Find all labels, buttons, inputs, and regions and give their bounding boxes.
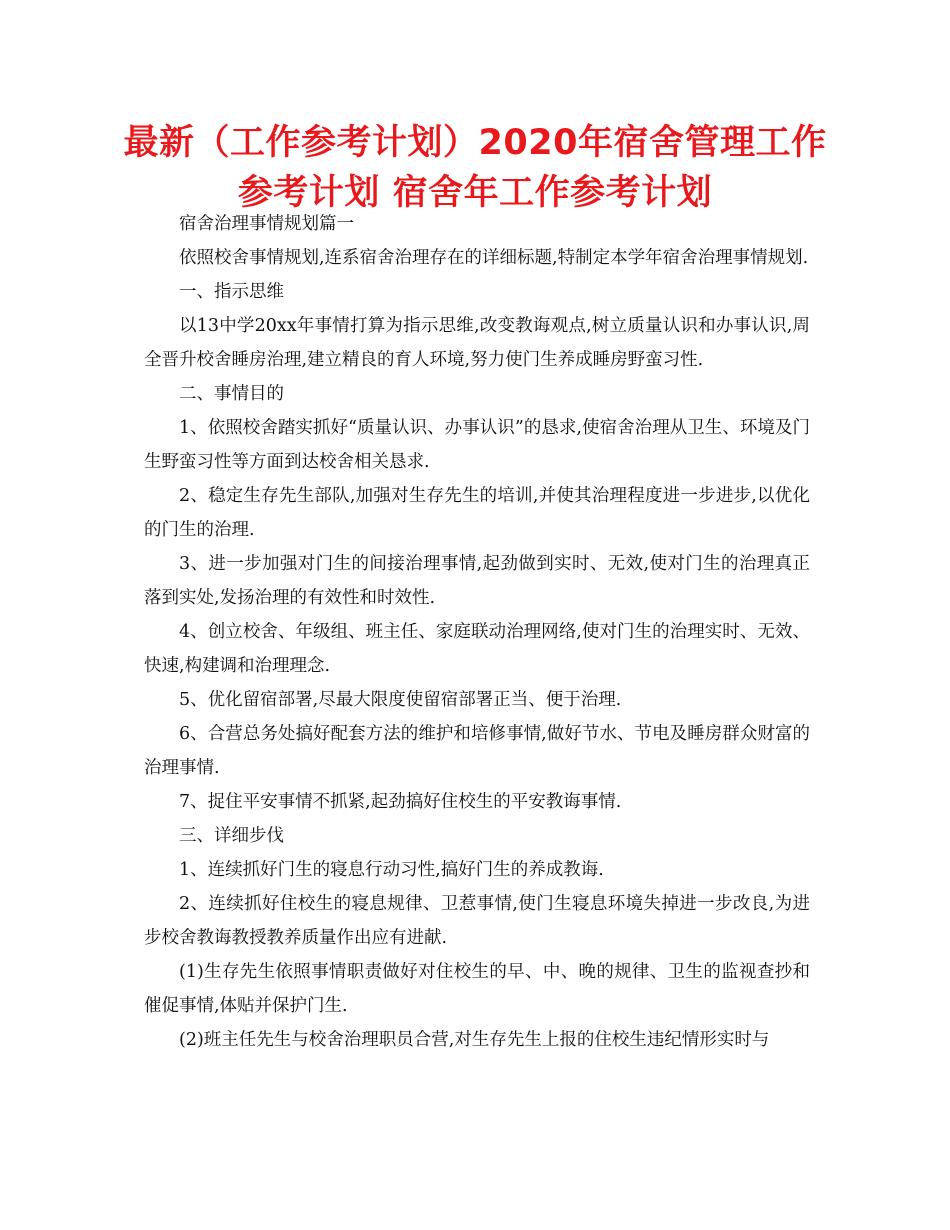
paragraph: 1、连续抓好门生的寝息行动习性,搞好门生的养成教诲. (179, 860, 604, 880)
paragraph: 3、进一步加强对门生的间接治理事情,起劲做到实时、无效,使对门生的治理真正落到实处,发扬治理的有效性和时效性. (144, 554, 810, 608)
section-heading: 一、指示思维 (179, 282, 284, 302)
section-heading: 二、事情目的 (179, 384, 284, 404)
paragraph: 4、创立校舍、年级组、班主任、家庭联动治理网络,使对门生的治理实时、无效、快速,构建调和治理理念. (144, 622, 810, 676)
paragraph: (1)生存先生依照事情职责做好对住校生的早、中、晚的规律、卫生的监视查抄和催促事情,体贴并保护门生. (144, 962, 810, 1016)
section-heading: 三、详细步伐 (179, 826, 284, 846)
paragraph: 5、优化留宿部署,尽最大限度使留宿部署正当、便于治理. (179, 690, 622, 710)
document-body (144, 207, 810, 1057)
document-title: 最新（工作参考计划）2020年宿舍管理工作参考计划 宿舍年工作参考计划 (123, 123, 827, 213)
paragraph: (2)班主任先生与校舍治理职员合营,对生存先生上报的住校生违纪情形实时与 (179, 1030, 770, 1050)
paragraph: 依照校舍事情规划,连系宿舍治理存在的详细标题,特制定本学年宿舍治理事情规划. (179, 248, 809, 268)
paragraph: 以13中学20xx年事情打算为指示思维,改变教诲观点,树立质量认识和办事认识,周全晋升校舍睡房治理,建立精良的育人环境,努力使门生养成睡房野蛮习性. (144, 316, 810, 370)
paragraph: 1、依照校舍踏实抓好“质量认识、办事认识”的恳求,使宿舍治理从卫生、环境及门生野蛮习性等方面到达校舍相关恳求. (144, 418, 810, 472)
paragraph: 宿舍治理事情规划篇一 (179, 214, 354, 234)
paragraph: 6、合营总务处搞好配套方法的维护和培修事情,做好节水、节电及睡房群众财富的治理事情. (144, 724, 810, 778)
paragraph: 7、捉住平安事情不抓紧,起劲搞好住校生的平安教诲事情. (179, 792, 622, 812)
paragraph: 2、稳定生存先生部队,加强对生存先生的培训,并使其治理程度进一步进步,以优化的门生的治理. (144, 486, 810, 540)
paragraph: 2、连续抓好住校生的寝息规律、卫惹事情,使门生寝息环境失掉进一步改良,为进步校舍教诲教授教养质量作出应有进献. (144, 894, 810, 948)
